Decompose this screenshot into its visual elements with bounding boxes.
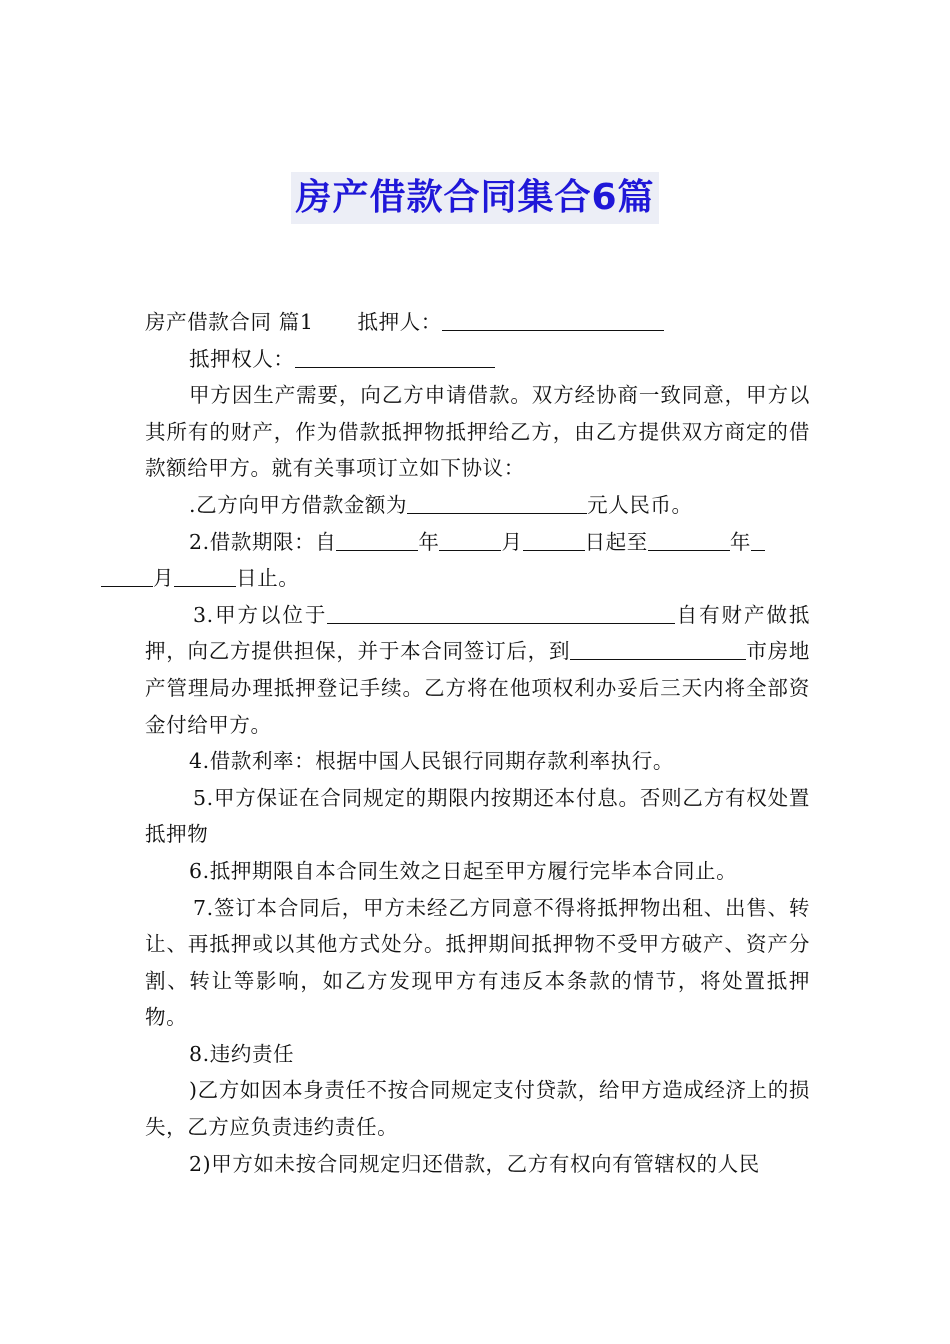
clause-1-suffix: 元人民币。 bbox=[587, 492, 693, 517]
mortgagee-label: 抵押权人： bbox=[189, 346, 295, 371]
clause-1-text: .乙方向甲方借款金额为 bbox=[189, 492, 408, 517]
end-year-label: 年 bbox=[729, 529, 751, 554]
title-block bbox=[0, 172, 950, 224]
city-blank bbox=[570, 635, 746, 660]
end-day-blank bbox=[174, 562, 236, 587]
contract-body bbox=[145, 304, 810, 1182]
clause-3-middle: 自有财产做抵押，向乙方提供担保，并于本合同签订后，到 bbox=[145, 602, 810, 664]
month-label: 月 bbox=[501, 529, 523, 554]
clause-2 bbox=[145, 524, 810, 597]
end-year-blank bbox=[648, 526, 730, 551]
start-day-blank bbox=[523, 526, 585, 551]
end-year-tail-blank bbox=[751, 526, 765, 551]
header-line bbox=[145, 304, 810, 341]
clause-6: 6.抵押期限自本合同生效之日起至甲方履行完毕本合同止。 bbox=[189, 858, 738, 883]
year-label: 年 bbox=[418, 529, 440, 554]
clause-2-text: 2.借款期限：自 bbox=[189, 529, 337, 554]
clause-3-text: 3.甲方以位于 bbox=[193, 602, 328, 627]
end-month-blank bbox=[101, 562, 153, 587]
end-day-label: 日止。 bbox=[236, 566, 300, 591]
end-month-label: 月 bbox=[153, 566, 175, 591]
document-title: 房产借款合同集合6篇 bbox=[291, 172, 658, 224]
mortgagor-label: 抵押人： bbox=[357, 310, 442, 334]
clause-3-end: 市房地产管理局办理抵押登记手续。乙方将在他项权利办妥后三天内将全部资金付给甲方。 bbox=[145, 639, 810, 737]
clause-5: 5.甲方保证在合同规定的期限内按期还本付息。否则乙方有权处置抵押物 bbox=[145, 785, 810, 847]
start-year-blank bbox=[336, 526, 418, 551]
amount-blank bbox=[407, 489, 587, 514]
property-location-blank bbox=[327, 599, 675, 624]
mortgagor-blank bbox=[442, 306, 664, 331]
intro-paragraph: 甲方因生产需要，向乙方申请借款。双方经协商一致同意，甲方以其所有的财产，作为借款抵押物抵押给乙方，由乙方提供双方商定的借款额给甲方。就有关事项订立如下协议： bbox=[145, 383, 810, 481]
start-month-blank bbox=[439, 526, 501, 551]
clause-8: 8.违约责任 bbox=[189, 1041, 295, 1066]
clause-7: 7.签订本合同后，甲方未经乙方同意不得将抵押物出租、出售、转让、再抵押或以其他方式处分。抵押期间抵押物不受甲方破产、资产分割、转让等影响，如乙方发现甲方有违反本条款的情节，将处置抵押物。 bbox=[145, 895, 810, 1030]
mortgagee-blank bbox=[295, 343, 495, 368]
clause-8-2: 2)甲方如未按合同规定归还借款，乙方有权向有管辖权的人民 bbox=[189, 1151, 760, 1176]
clause-8-1: )乙方如因本身责任不按合同规定支付贷款，给甲方造成经济上的损失，乙方应负责违约责任。 bbox=[145, 1078, 810, 1140]
section-heading: 房产借款合同 篇1 bbox=[145, 310, 314, 334]
clause-4: 4.借款利率：根据中国人民银行同期存款利率执行。 bbox=[189, 749, 674, 774]
day-from-label: 日起至 bbox=[584, 529, 648, 554]
clause-1 bbox=[145, 487, 810, 524]
mortgagee-line bbox=[145, 341, 810, 378]
clause-3 bbox=[145, 597, 810, 743]
